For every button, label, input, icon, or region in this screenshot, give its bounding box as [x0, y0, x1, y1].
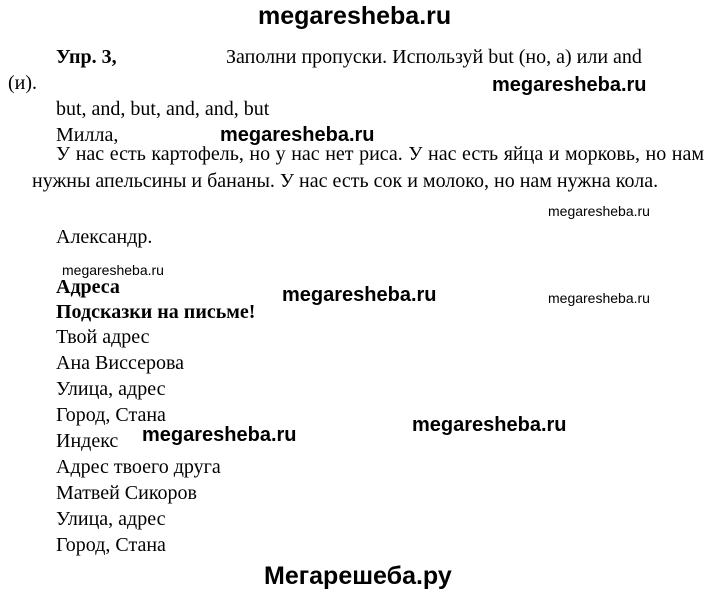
watermark: megaresheba.ru [220, 124, 375, 146]
watermark: megaresheba.ru [548, 203, 650, 219]
word-list: but, and, but, and, and, but [56, 98, 270, 120]
address-line: Ана Виссерова [56, 352, 184, 374]
letter-greeting: Милла, [56, 124, 119, 146]
watermark: megaresheba.ru [62, 262, 164, 278]
address-line: Улица, адрес [56, 508, 166, 530]
watermark: megaresheba.ru [412, 414, 567, 436]
letter-body-text: У нас есть картофель, но у нас нет риса. У нас есть яйца и морковь, но нам нужны апельсины и бананы. У нас есть сок и молоко, но нам нужна кола. [32, 143, 704, 192]
instruction-line-1: Заполни пропуски. Используй but (но, а) или and [226, 46, 642, 68]
address-line: Матвей Сикоров [56, 482, 197, 504]
watermark: megaresheba.ru [548, 290, 650, 306]
address-line: Адрес твоего друга [56, 456, 221, 478]
exercise-number: Упр. 3, [56, 46, 117, 68]
addresses-heading: Адреса [56, 276, 120, 298]
watermark: megaresheba.ru [492, 74, 647, 96]
watermark-bottom: Мегарешеба.ру [264, 562, 452, 590]
watermark: megaresheba.ru [142, 424, 297, 446]
letter-body [32, 141, 704, 195]
watermark: megaresheba.ru [282, 284, 437, 306]
address-line: Город, Стана [56, 404, 166, 426]
watermark-top: megaresheba.ru [258, 2, 452, 30]
addresses-subheading: Подсказки на письме! [56, 301, 256, 323]
address-line: Твой адрес [56, 326, 150, 348]
instruction-line-2: (и). [8, 72, 38, 94]
address-line: Город, Стана [56, 534, 166, 556]
letter-signature: Александр. [56, 226, 153, 248]
address-line: Индекс [56, 430, 119, 452]
address-line: Улица, адрес [56, 378, 166, 400]
